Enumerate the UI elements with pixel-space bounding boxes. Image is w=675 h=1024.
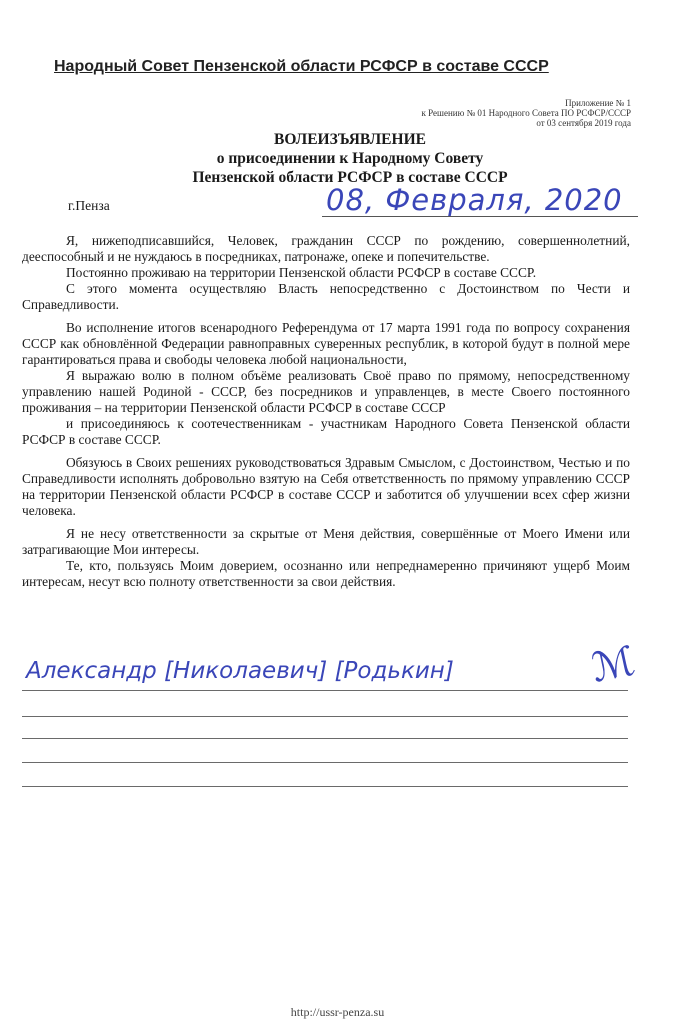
title-line-1: ВОЛЕИЗЪЯВЛЕНИЕ [274,131,426,148]
blank-line [22,786,628,787]
paragraph: Я выражаю волю в полном объёме реализовать Своё право по прямому, непосредственному управлению нашей Родиной - СССР, без посредников и управленцев, в месте Своего постоянного проживания – на территории Пензенской области РСФСР в составе СССР [22,368,630,415]
signature-line [22,690,628,691]
paragraph: С этого момента осуществляю Власть непосредственно с Достоинством по Чести и Справедливости. [22,281,630,312]
title-line-3: Пензенской области РСФСР в составе СССР [192,169,508,186]
paragraph: Я не несу ответственности за скрытые от Меня действия, совершённые от Моего Имени или затрагивающие Мои интересы. [22,526,630,557]
appendix-line: от 03 сентября 2019 года [536,118,631,128]
paragraph: Постоянно проживаю на территории Пензенской области РСФСР в составе СССР. [66,265,537,280]
signature-scribble: ℳ [587,638,640,692]
document-title [120,130,580,187]
paragraph: Те, кто, пользуясь Моим доверием, осознанно или непреднамеренно причиняют ущерб Моим интересам, несут всю полноту ответственности за свои действия. [22,558,630,589]
paragraph: Я, нижеподписавшийся, Человек, гражданин СССР по рождению, совершеннолетний, дееспособный и не нуждаюсь в посредниках, патронаже, опеке и попечительстве. [22,233,630,264]
blank-line [22,716,628,717]
appendix-line: Приложение № 1 [565,98,631,108]
handwritten-date: 08, Февраля, 2020 [326,183,623,217]
paragraph: Обязуюсь в Своих решениях руководствоваться Здравым Смыслом, с Достоинством, Честью и по Справедливости исполнять добровольно взятую на Себя ответственность по прямому управлению СССР на территории Пензенской области РСФСР в составе СССР и заботится об улучшении всех сфер жизни человека. [22,455,630,518]
organization-header: Народный Совет Пензенской области РСФСР в составе СССР [54,58,549,75]
paragraph: и присоединяюсь к соотечественникам - участникам Народного Совета Пензенской области РСФСР в составе СССР. [22,416,630,447]
appendix-note [311,98,631,128]
appendix-line: к Решению № 01 Народного Совета ПО РСФСР/СССР [421,108,631,118]
date-underline [322,216,638,217]
title-line-2: о присоединении к Народному Совету [216,150,484,167]
place-label: г.Пенза [68,198,110,213]
blank-line [22,738,628,739]
paragraph: Во исполнение итогов всенародного Референдума от 17 марта 1991 года по вопросу сохранения СССР как обновлённой Федерации равноправных суверенных республик, в которой будут в полной мере гарантироваться права и свободы человека любой национальности, [22,320,630,367]
document-body [22,233,630,590]
handwritten-signature-name: Александр [Николаевич] [Родькин] [26,658,454,684]
footer-url[interactable]: http://ussr-penza.su [290,1005,385,1019]
blank-line [22,762,628,763]
